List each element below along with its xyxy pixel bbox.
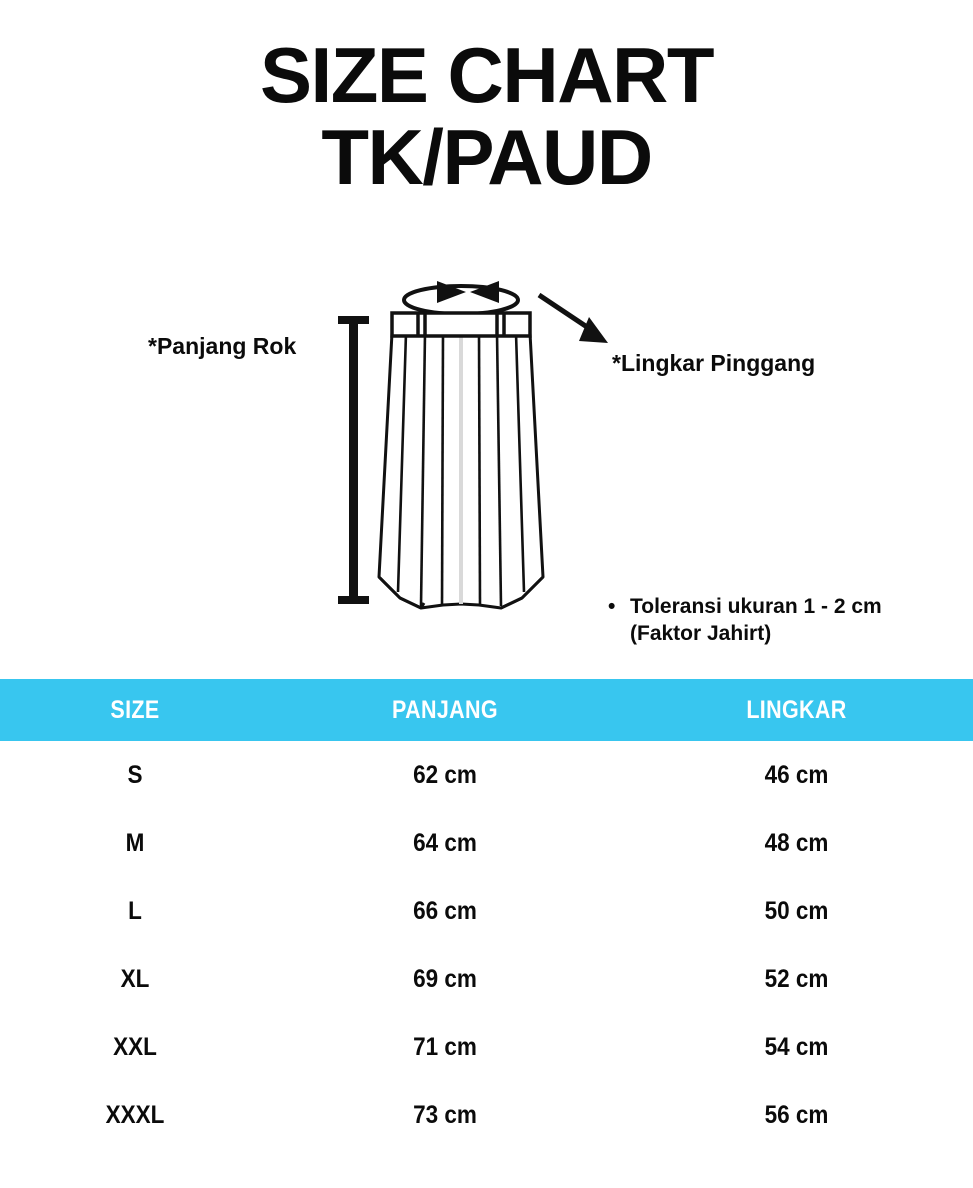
table-row xyxy=(0,1013,973,1081)
table-row xyxy=(0,809,973,877)
cell-lingkar: 56 cm xyxy=(764,1100,829,1129)
tolerance-note xyxy=(608,594,958,648)
tolerance-note-line-2: (Faktor Jahirt) xyxy=(630,621,772,645)
waist-circumference-label: *Lingkar Pinggang xyxy=(612,350,816,376)
table-row xyxy=(0,741,973,809)
title-line-1: SIZE CHART xyxy=(260,31,713,119)
length-measure-bar-icon xyxy=(338,316,369,604)
column-header-panjang: PANJANG xyxy=(392,695,498,724)
tolerance-note-row xyxy=(608,594,958,648)
cell-size: XXXL xyxy=(105,1100,165,1129)
cell-panjang: 73 cm xyxy=(413,1100,477,1129)
table-header-row xyxy=(0,679,973,741)
cell-panjang: 66 cm xyxy=(413,896,477,925)
cell-size: M xyxy=(125,828,145,857)
table-row xyxy=(0,945,973,1013)
cell-size: XXL xyxy=(113,1032,157,1061)
column-header-size: SIZE xyxy=(110,695,160,724)
cell-size: S xyxy=(127,760,143,789)
cell-lingkar: 54 cm xyxy=(764,1032,829,1061)
cell-panjang: 69 cm xyxy=(413,964,477,993)
skirt-waistband xyxy=(392,313,530,336)
tolerance-note-text xyxy=(630,594,958,648)
cell-size: XL xyxy=(120,964,150,993)
skirt-length-label: *Panjang Rok xyxy=(148,333,297,359)
cell-panjang: 62 cm xyxy=(413,760,477,789)
table-row xyxy=(0,877,973,945)
cell-size: L xyxy=(128,896,142,925)
bullet-icon: • xyxy=(608,595,616,618)
waist-pointer-arrow-icon xyxy=(539,295,608,343)
cell-panjang: 64 cm xyxy=(413,828,477,857)
cell-panjang: 71 cm xyxy=(413,1032,477,1061)
column-header-lingkar: LINGKAR xyxy=(746,695,847,724)
page-title xyxy=(0,31,973,201)
waist-circumference-arrow-icon xyxy=(404,281,518,314)
title-line-2: TK/PAUD xyxy=(321,112,652,201)
table-row xyxy=(0,1081,973,1149)
tolerance-note-line-1: Toleransi ukuran 1 - 2 cm xyxy=(630,595,882,618)
cell-lingkar: 46 cm xyxy=(764,760,829,789)
size-table xyxy=(0,679,973,1149)
cell-lingkar: 50 cm xyxy=(764,896,829,925)
cell-lingkar: 48 cm xyxy=(764,828,829,857)
cell-lingkar: 52 cm xyxy=(764,964,829,993)
